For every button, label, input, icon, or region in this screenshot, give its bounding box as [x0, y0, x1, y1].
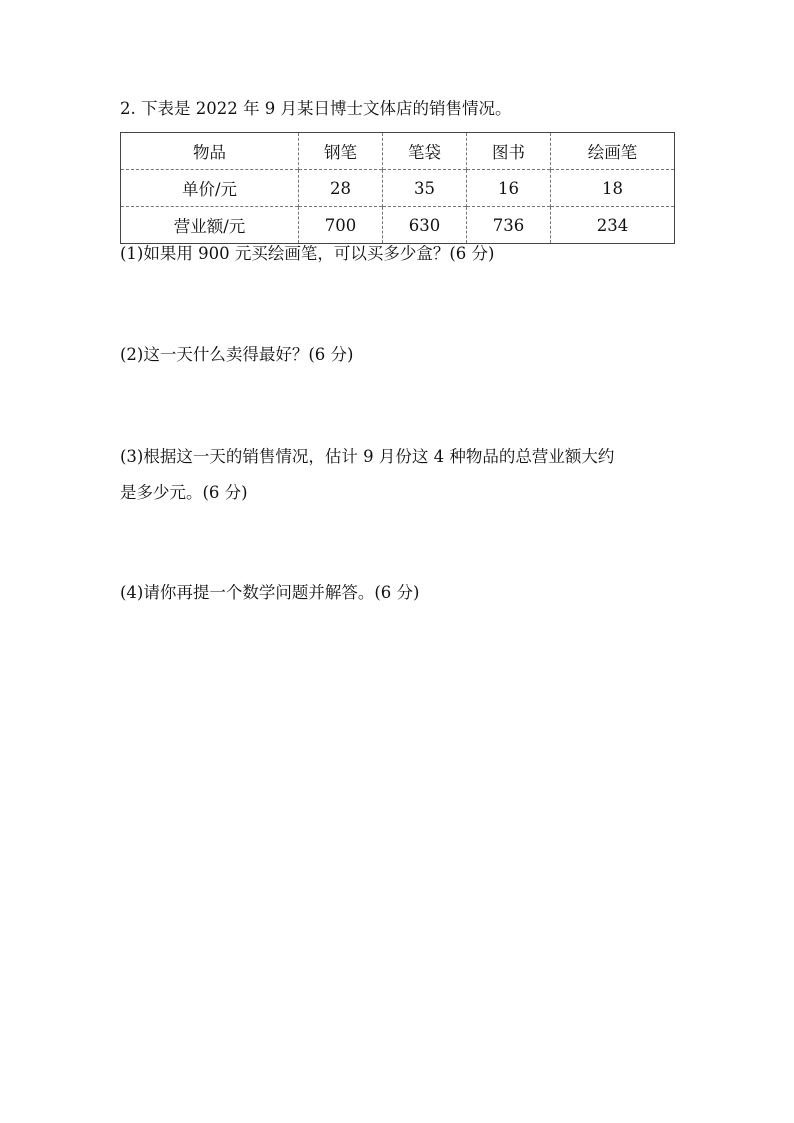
table-row	[121, 207, 675, 244]
table-row-label: 营业额/元	[121, 207, 299, 244]
question-4: (4)请你再提一个数学问题并解答。(6 分)	[120, 583, 420, 602]
table-header-cell: 图书	[467, 133, 551, 170]
table-cell: 630	[383, 207, 467, 244]
table-header-cell: 绘画笔	[551, 133, 675, 170]
table-cell: 18	[551, 170, 675, 207]
table-cell: 700	[299, 207, 383, 244]
problem-intro: 2. 下表是 2022 年 9 月某日博士文体店的销售情况。	[120, 99, 512, 118]
question-3-line-2: 是多少元。(6 分)	[120, 483, 248, 502]
sales-table	[120, 132, 675, 244]
table-row	[121, 170, 675, 207]
question-3-line-1: (3)根据这一天的销售情况，估计 9 月份这 4 种物品的总营业额大约	[120, 447, 615, 466]
table-cell: 35	[383, 170, 467, 207]
table-cell: 16	[467, 170, 551, 207]
table-header-cell: 钢笔	[299, 133, 383, 170]
table-header-row	[121, 133, 675, 170]
table-header-cell: 物品	[193, 143, 226, 162]
table-cell: 234	[551, 207, 675, 244]
table-cell: 28	[299, 170, 383, 207]
question-1: (1)如果用 900 元买绘画笔，可以买多少盒？(6 分)	[120, 244, 495, 263]
table-header-cell: 笔袋	[383, 133, 467, 170]
table-cell: 736	[467, 207, 551, 244]
question-2: (2)这一天什么卖得最好？(6 分)	[120, 345, 354, 364]
table-row-label: 单价/元	[121, 170, 299, 207]
